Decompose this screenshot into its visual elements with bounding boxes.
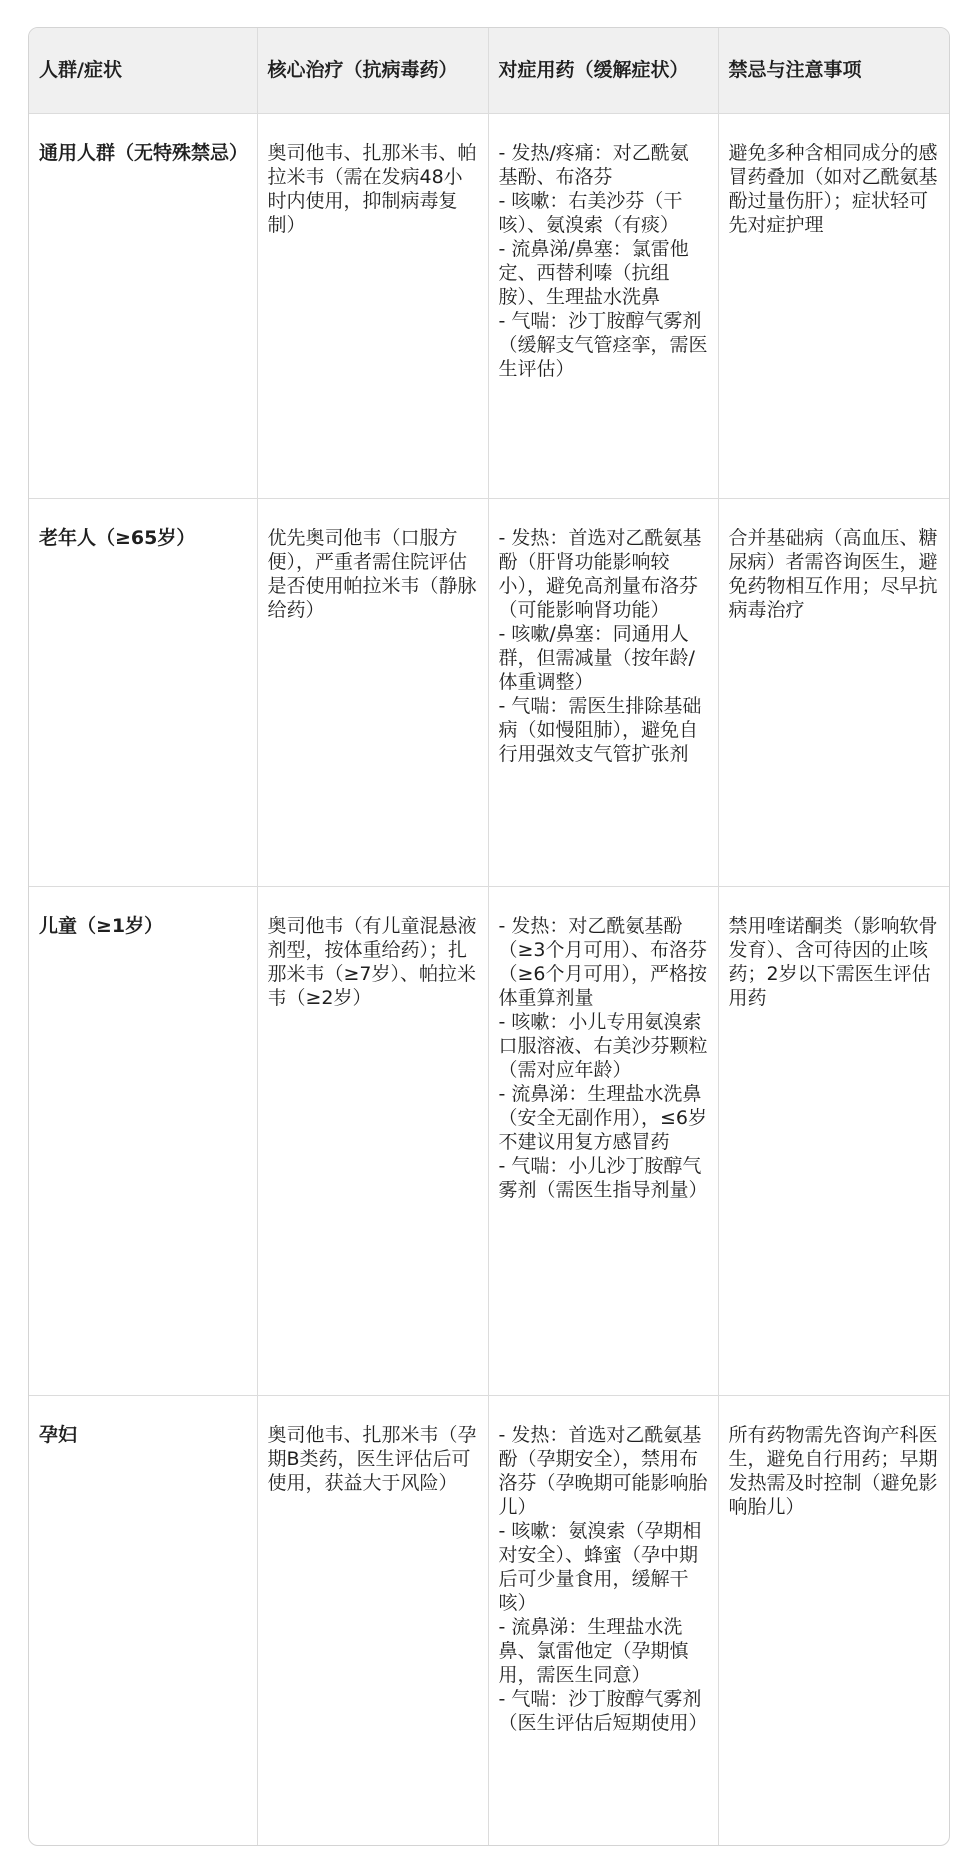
row-antiviral-cell: 优先奥司他韦（口服方便），严重者需住院评估是否使用帕拉米韦（静脉给药） [257, 498, 488, 886]
header-antiviral: 核心治疗（抗病毒药） [257, 28, 488, 113]
header-row [29, 28, 950, 113]
row-cautions-cell: 所有药物需先咨询产科医生，避免自行用药；早期发热需及时控制（避免影响胎儿） [728, 1423, 938, 1518]
row-symptomatic-cell: - 发热：首选对乙酰氨基酚（孕期安全），禁用布洛芬（孕晚期可能影响胎儿） - 咳嗽：氨溴索（孕期相对安全）、蜂蜜（孕中期后可少量食用，缓解干咳） - 流鼻涕：生理盐水洗鼻、氯雷他定（孕期慎用，需医生同意） - 气喘：沙丁胺醇气雾剂（医生评估后短期使用） [488, 1395, 718, 1846]
row-group-cell: 儿童（≥1岁） [29, 886, 257, 1395]
row-symptomatic-cell: - 发热：首选对乙酰氨基酚（肝肾功能影响较小），避免高剂量布洛芬（可能影响肾功能） - 咳嗽/鼻塞：同通用人群，但需减量（按年龄/体重调整） - 气喘：需医生排除基础病（如慢阻肺），避免自行用强效支气管扩张剂 [488, 498, 718, 886]
header-group: 人群/症状 [29, 28, 257, 113]
row-symptomatic-cell: - 发热：对乙酰氨基酚（≥3个月可用）、布洛芬（≥6个月可用），严格按体重算剂量 - 咳嗽：小儿专用氨溴索口服溶液、右美沙芬颗粒（需对应年龄） - 流鼻涕：生理盐水洗鼻（安全无副作用），≤6岁不建议用复方感冒药 - 气喘：小儿沙丁胺醇气雾剂（需医生指导剂量） [488, 886, 718, 1395]
table-row [29, 1395, 950, 1846]
table-row [29, 886, 950, 1395]
row-antiviral-cell: 奥司他韦（有儿童混悬液剂型，按体重给药）；扎那米韦（≥7岁）、帕拉米韦（≥2岁） [257, 886, 488, 1395]
table-row [29, 498, 950, 886]
medication-table [29, 28, 950, 1846]
header-cautions: 禁忌与注意事项 [718, 28, 950, 113]
row-symptomatic-cell: - 发热/疼痛：对乙酰氨基酚、布洛芬 - 咳嗽：右美沙芬（干咳）、氨溴索（有痰） - 流鼻涕/鼻塞：氯雷他定、西替利嗪（抗组胺）、生理盐水洗鼻 - 气喘：沙丁胺醇气雾剂（缓解支气管痉挛，需医生评估） [488, 113, 718, 498]
row-antiviral-cell: 奥司他韦、扎那米韦、帕拉米韦（需在发病48小时内使用，抑制病毒复制） [257, 113, 488, 498]
medication-table-container [28, 27, 950, 1846]
table-row [29, 113, 950, 498]
row-antiviral-cell: 奥司他韦、扎那米韦（孕期B类药，医生评估后可使用，获益大于风险） [257, 1395, 488, 1846]
row-group-cell: 老年人（≥65岁） [29, 498, 257, 886]
row-cautions-cell: 避免多种含相同成分的感冒药叠加（如对乙酰氨基酚过量伤肝）；症状轻可先对症护理 [718, 113, 950, 498]
table-body [29, 113, 950, 1846]
row-cautions-cell: 禁用喹诺酮类（影响软骨发育）、含可待因的止咳药；2岁以下需医生评估用药 [718, 886, 950, 1395]
header-symptomatic: 对症用药（缓解症状） [488, 28, 718, 113]
row-group-cell: 孕妇 [29, 1395, 257, 1846]
table-header [29, 28, 950, 113]
row-group-cell: 通用人群（无特殊禁忌） [29, 113, 257, 498]
row-cautions-cell: 合并基础病（高血压、糖尿病）者需咨询医生，避免药物相互作用；尽早抗病毒治疗 [718, 498, 950, 886]
